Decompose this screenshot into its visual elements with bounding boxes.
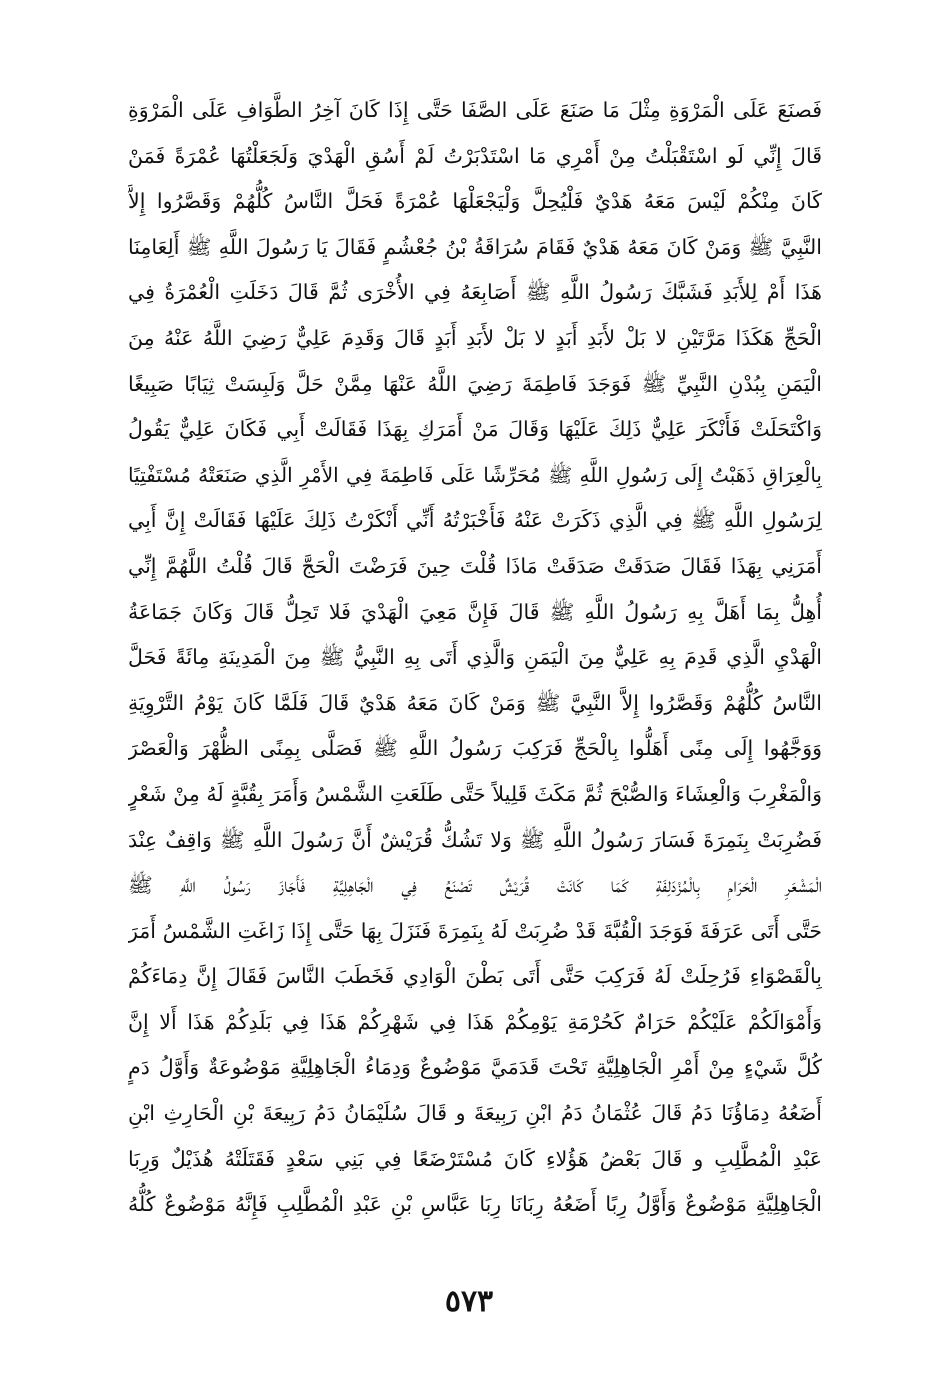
text-line: الْهَدْيِ الَّذِي قَدِمَ بِهِ عَلِيٌّ مِنَ الْيَمَنِ وَالَّذِي أَتَى بِهِ النَّبِيُّ ﷺ مِنَ الْمَدِينَةِ مِائَةً فَحَلَّ <box>128 645 822 670</box>
text-line: قَالَ إِنِّي لَو اسْتَقْبَلْتُ مِنْ أَمْرِي مَا اسْتَدْبَرْتُ لَمْ أَسُقِ الْهَدْيَ وَلَجَعَلْتُهَا عُمْرَةً فَمَنْ <box>128 143 822 168</box>
text-line: وَوَجَّهُوا إِلَى مِنًى أَهَلُّوا بِالْحَجِّ فَرَكِبَ رَسُولُ اللَّهِ ﷺ فَصَلَّى بِمِنًى الظُّهْرَ وَالْعَصْرَ <box>128 736 822 761</box>
text-line: لِرَسُولِ اللَّهِ ﷺ فِي الَّذِي ذَكَرَتْ عَنْهُ فَأَخْبَرْتُهُ أَنِّي أَنْكَرْتُ ذَلِكَ عَلَيْهَا فَقَالَتْ إِنَّ أَبِي <box>128 508 822 533</box>
text-line: وَأَمْوَالَكُمْ عَلَيْكُمْ حَرَامٌ كَحُرْمَةِ يَوْمِكُمْ هَذَا فِي شَهْرِكُمْ هَذَا فِي بَلَدِكُمْ هَذَا أَلا إِنَّ <box>128 1009 822 1034</box>
text-line: وَالْمَغْرِبَ وَالْعِشَاءَ وَالصُّبْحَ ثُمَّ مَكَثَ قَلِيلاً حَتَّى طَلَعَتِ الشَّمْسُ وَأَمَرَ بِقُبَّةٍ لَهُ مِنْ شَعْرٍ <box>128 781 822 806</box>
text-line: عَبْدِ الْمُطَّلِبِ و قَالَ بَعْضُ هَؤُلاءِ كَانَ مُسْتَرْضَعًا فِي بَنِي سَعْدٍ فَقَتَلَتْهُ هُذَيْلٌ وَرِبَا <box>128 1146 822 1171</box>
text-line: هَذَا أَمْ لِلأَبَدِ فَشَبَّكَ رَسُولُ اللَّهِ ﷺ أَصَابِعَهُ فِي الأُخْرَى ثُمَّ قَالَ دَخَلَتِ الْعُمْرَةُ فِي <box>128 280 822 305</box>
text-line: بِالْعِرَاقِ ذَهَبْتُ إِلَى رَسُولِ اللَّهِ ﷺ مُحَرِّشًا عَلَى فَاطِمَةَ فِي الأَمْرِ الَّذِي صَنَعَتْهُ مُسْتَفْتِيًا <box>128 462 822 487</box>
text-line: الْحَجِّ هَكَذَا مَرَّتَيْنِ لا بَلْ لأَبَدِ أَبَدٍ لا بَلْ لأَبَدِ أَبَدٍ قَالَ وَقَدِمَ عَلِيٌّ رَضِيَ اللَّهُ عَنْهُ مِنَ <box>128 325 822 350</box>
text-line: فَضُرِبَتْ بِنَمِرَةَ فَسَارَ رَسُولُ اللَّهِ ﷺ وَلا تَشُكُّ قُرَيْشٌ أَنَّ رَسُولَ اللَّهِ ﷺ وَاقِفٌ عِنْدَ <box>128 827 822 852</box>
text-line: الْجَاهِلِيَّةِ مَوْضُوعٌ وَأَوَّلُ رِبًا أَضَعُهُ رِبَانَا رِبَا عَبَّاسِ بْنِ عَبْدِ الْمُطَّلِبِ فَإِنَّهُ مَوْضُوعٌ كُلُّهُ <box>128 1192 822 1217</box>
text-line: فَصنَعَ عَلَى الْمَرْوَةِ مِثْلَ مَا صَنَعَ عَلَى الصَّفَا حَتَّى إِذَا كَانَ آخِرُ الطَّوَافِ عَلَى الْمَرْوَةِ <box>128 98 822 122</box>
text-line: أُهِلُّ بِمَا أَهَلَّ بِهِ رَسُولُ اللَّهِ ﷺ قَالَ فَإِنَّ مَعِيَ الْهَدْيَ فَلا تَحِلُّ قَالَ وَكَانَ جَمَاعَةُ <box>128 599 822 624</box>
text-line: أَمَرَنِي بِهَذَا فَقَالَ صَدَقَتْ صَدَقَتْ مَاذَا قُلْتَ حِينَ فَرَضْتَ الْحَجَّ قَالَ قُلْتُ اللَّهُمَّ إِنِّي <box>128 553 822 578</box>
page-number: ٥٧٣ <box>444 1284 494 1319</box>
hadith-text-block <box>128 88 822 1228</box>
text-line: أَضَعُهُ دِمَاؤُنَا دَمُ قَالَ عُثْمَانُ دَمُ ابْنِ رَبِيعَةَ و قَالَ سُلَيْمَانُ دَمُ رَبِيعَةَ بْنِ الْحَارِثِ ابْنِ <box>128 1101 822 1126</box>
text-line: النَّبِيَّ ﷺ وَمَنْ كَانَ مَعَهُ هَدْيٌ فَقَامَ سُرَاقَةُ بْنُ جُعْشُمٍ فَقَالَ يَا رَسُولَ اللَّهِ ﷺ أَلِعَامِنَا <box>128 234 822 259</box>
text-line: وَاكْتَحَلَتْ فَأَنْكَرَ عَلِيٌّ ذَلِكَ عَلَيْهَا وَقَالَ مَنْ أَمَرَكِ بِهَذَا فَقَالَتْ أَبِي فَكَانَ عَلِيٌّ يَقُولُ <box>128 417 822 442</box>
text-line: حَتَّى أَتَى عَرَفَةَ فَوَجَدَ الْقُبَّةَ قَدْ ضُرِبَتْ لَهُ بِنَمِرَةَ فَنَزَلَ بِهَا حَتَّى إِذَا زَاغَتِ الشَّمْسُ أَمَرَ <box>128 918 822 943</box>
text-line: بِالْقَصْوَاءِ فَرُحِلَتْ لَهُ فَرَكِبَ حَتَّى أَتَى بَطْنَ الْوَادِي فَخَطَبَ النَّاسَ فَقَالَ إِنَّ دِمَاءَكُمْ <box>128 964 822 989</box>
text-line: الْمَشْعَرِ الْحَرَامِ بِالْمُزْدَلِفَةِ كَمَا كَانَتْ قُرَيْشٌ تَصْنَعُ فِي الْجَاهِلِيَّةِ فَأَجَازَ رَسُولُ اللَّهِ ﷺ <box>128 873 822 898</box>
text-line: النَّاسُ كُلُّهُمْ وَقَصَّرُوا إِلاَّ النَّبِيَّ ﷺ وَمَنْ كَانَ مَعَهُ هَدْيٌ قَالَ فَلَمَّا كَانَ يَوْمُ التَّرْوِيَةِ <box>128 690 822 715</box>
text-line: الْيَمَنِ بِبُدْنِ النَّبِيِّ ﷺ فَوَجَدَ فَاطِمَةَ رَضِيَ اللَّهُ عَنْهَا مِمَّنْ حَلَّ وَلَبِسَتْ ثِيَابًا صَبِيغًا <box>128 371 822 396</box>
text-line: كَانَ مِنْكُمْ لَيْسَ مَعَهُ هَدْيٌ فَلْيُحِلَّ وَلْيَجْعَلْهَا عُمْرَةً فَحَلَّ النَّاسُ كُلُّهُمْ وَقَصَّرُوا إِلاَّ <box>128 189 822 214</box>
text-line: كُلَّ شَيْءٍ مِنْ أَمْرِ الْجَاهِلِيَّةِ تَحْتَ قَدَمَيَّ مَوْضُوعٌ وَدِمَاءُ الْجَاهِلِيَّةِ مَوْضُوعَةٌ وَأَوَّلُ دَمٍ <box>128 1055 822 1080</box>
